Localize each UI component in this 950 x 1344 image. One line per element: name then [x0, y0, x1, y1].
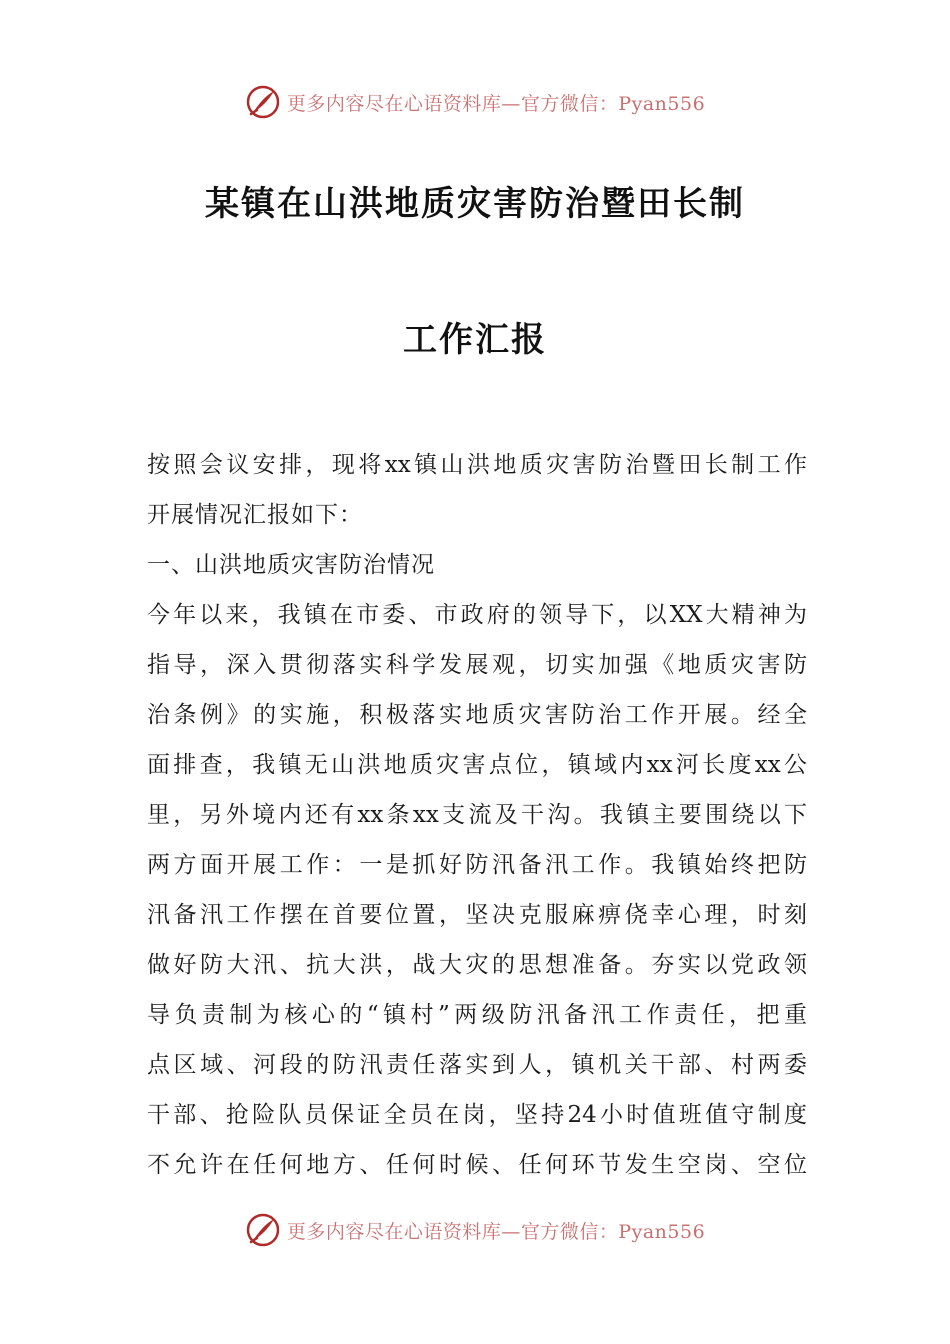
- document-title-line-1: 某镇在山洪地质灾害防治暨田长制: [205, 184, 745, 224]
- section-heading: 一、山洪地质灾害防治情况: [147, 552, 435, 578]
- quill-pen-logo-icon: [245, 84, 281, 120]
- document-body: [147, 440, 807, 1190]
- body-line: 干部、抢险队员保证全员在岗，坚持24小时值班值守制度: [147, 1102, 807, 1128]
- body-line: 治条例》的实施，积极落实地质灾害防治工作开展。经全: [147, 702, 807, 728]
- body-line: 两方面开展工作：一是抓好防汛备汛工作。我镇始终把防: [147, 852, 807, 878]
- body-line: 开展情况汇报如下：: [147, 502, 363, 528]
- document-title-line-2: 工作汇报: [403, 320, 547, 360]
- footer-banner: [0, 1208, 950, 1252]
- body-line: 不允许在任何地方、任何时候、任何环节发生空岗、空位: [147, 1152, 807, 1178]
- body-line: 面排查，我镇无山洪地质灾害点位，镇域内xx河长度xx公: [147, 752, 807, 778]
- header-banner: [0, 80, 950, 124]
- body-line: 导负责制为核心的“镇村”两级防汛备汛工作责任，把重: [147, 1002, 807, 1028]
- body-line: 汛备汛工作摆在首要位置，坚决克服麻痹侥幸心理，时刻: [147, 902, 807, 928]
- banner-text: 更多内容尽在心语资料库—官方微信：Pyan556: [286, 92, 706, 115]
- quill-pen-logo-icon: [245, 1212, 281, 1248]
- body-line: 今年以来，我镇在市委、市政府的领导下，以XX大精神为: [147, 602, 807, 628]
- body-line: 做好防大汛、抗大洪，战大灾的思想准备。夯实以党政领: [147, 952, 807, 978]
- body-line: 里，另外境内还有xx条xx支流及干沟。我镇主要围绕以下: [147, 802, 807, 828]
- body-line: 指导，深入贯彻落实科学发展观，切实加强《地质灾害防: [147, 652, 807, 678]
- body-line: 按照会议安排，现将xx镇山洪地质灾害防治暨田长制工作: [147, 452, 807, 478]
- body-line: 点区域、河段的防汛责任落实到人，镇机关干部、村两委: [147, 1052, 807, 1078]
- banner-text: 更多内容尽在心语资料库—官方微信：Pyan556: [286, 1220, 706, 1243]
